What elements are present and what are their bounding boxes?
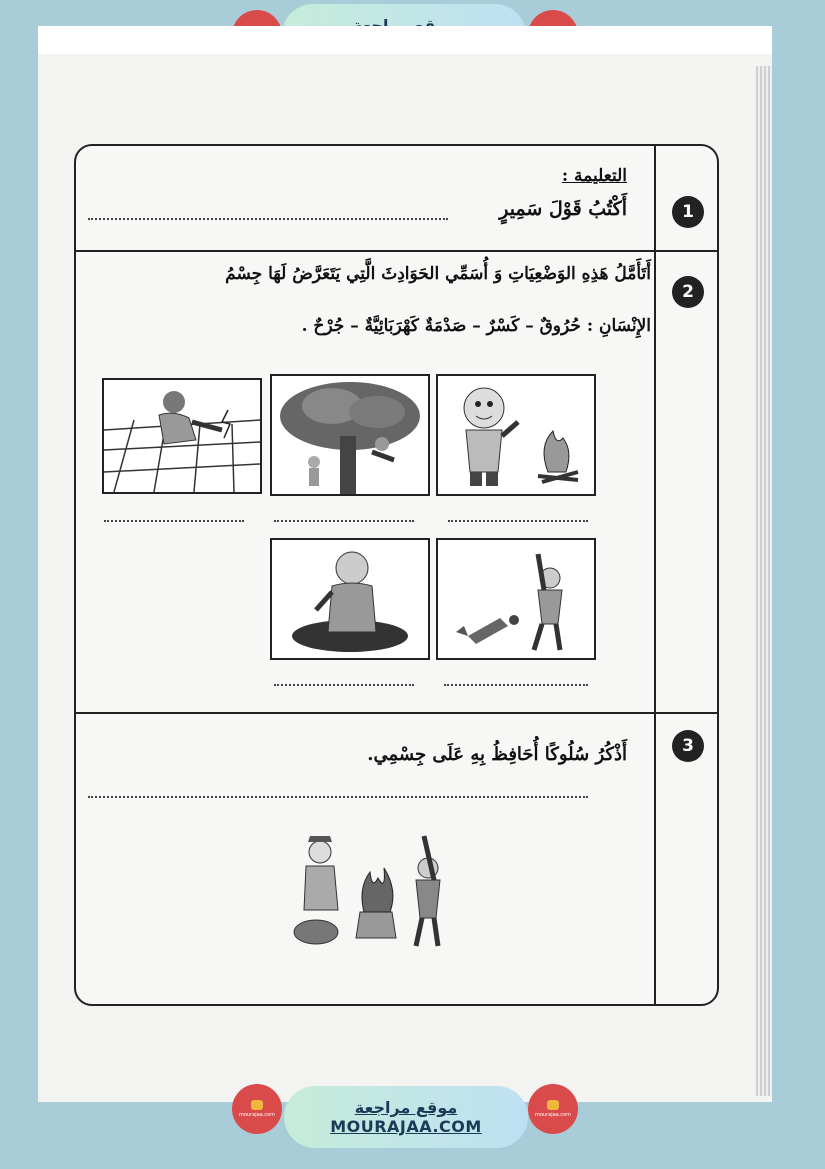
task-number-1: 1 [672,196,704,228]
banner-arabic[interactable]: موقع مراجعة [354,1098,458,1117]
answer-line-picture-5[interactable] [444,684,588,686]
task-2-line-2: الإِنْسَانِ : حُرُوقٌ – كَسْرٌ – صَدْمَةٌ كَهْرَبَائِيَّةٌ – جُرْحٌ . [301,316,651,336]
task-number-3: 3 [672,730,704,762]
instruction-title: التعليمة : [561,166,627,186]
wound-illustration [272,540,428,658]
page-edge [756,66,772,1096]
row-divider-1 [76,250,717,252]
answer-line-3[interactable] [88,796,588,798]
burn-illustration [438,376,594,494]
answer-line-picture-4[interactable] [274,684,414,686]
task-2-line-1: أَتَأَمَّلُ هَذِهِ الوَضْعِيَاتِ وَ أُسَمِّي الحَوَادِثَ الَّتِي يَتَعَرَّضُ لَهَا جِسْمُ [225,264,651,284]
electric-shock-illustration [104,380,260,492]
number-column-divider [654,146,656,1004]
fracture-illustration [438,540,594,658]
picture-electric-shock [102,378,262,494]
site-banner-bottom[interactable] [284,1086,528,1148]
banner-latin[interactable]: MOURAJAA.COM [330,1117,482,1136]
logo-text: mourajaa.com [238,1112,275,1118]
picture-tree-fall [270,374,430,496]
answer-line-picture-3[interactable] [448,520,588,522]
tree-fall-illustration [272,376,428,494]
logo-text: mourajaa.com [534,1112,571,1118]
logo-left-bottom [232,1084,282,1134]
page-top-strip [38,26,772,54]
picture-fire-safety [286,828,456,954]
fire-safety-illustration [286,828,456,954]
logo-right-bottom [528,1084,578,1134]
task-3-text: أَذْكُرُ سُلُوكًا أُحَافِظُ بِهِ عَلَى جِسْمِي. [367,744,627,765]
picture-burn [436,374,596,496]
picture-wound [270,538,430,660]
picture-fracture [436,538,596,660]
task-1-text: أَكْتُبُ قَوْلَ سَمِيرٍ [499,198,627,220]
task-number-2: 2 [672,276,704,308]
scanned-page [38,26,772,1102]
exercise-frame [74,144,719,1006]
answer-line-picture-1[interactable] [104,520,244,522]
row-divider-2 [76,712,717,714]
answer-line-picture-2[interactable] [274,520,414,522]
answer-line-1[interactable] [88,218,448,220]
